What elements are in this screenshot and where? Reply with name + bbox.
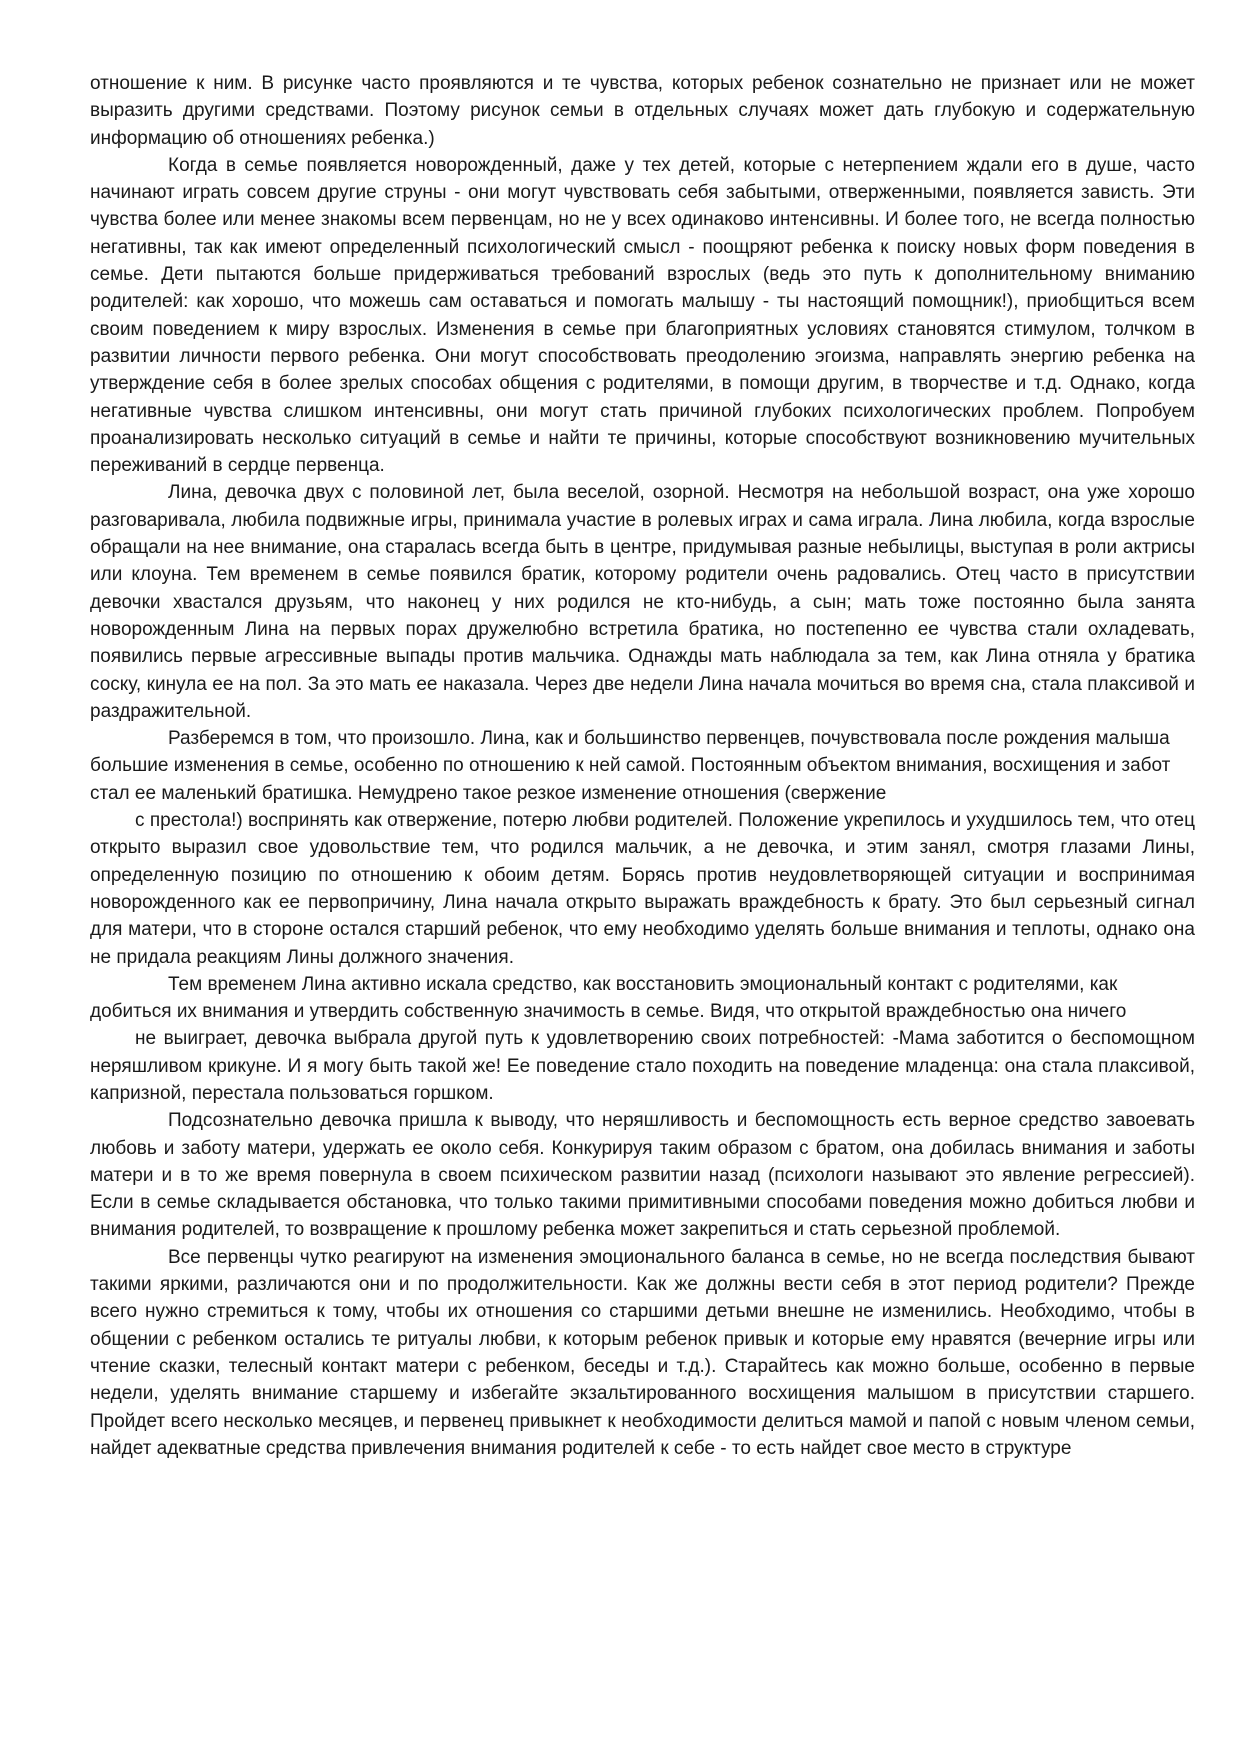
paragraph-2: Когда в семье появляется новорожденный, даже у тех детей, которые с нетерпением ждали его в душе, часто начинают играть совсем другие струны - они могут чувствовать себя забытыми, отверженными, появляется зависть. Эти чувства более или менее знакомы всем первенцам, но не у всех одинаково интенсивны. И более того, не всегда полностью негативны, так как имеют определенный психологический смысл - поощряют ребенка к поиску новых форм поведения в семье. Дети пытаются больше придерживаться требований взрослых (ведь это путь к дополнительному вниманию родителей: как хорошо, что можешь сам оставаться и помогать малышу - ты настоящий помощник!), приобщиться всем своим поведением к миру взрослых. Изменения в семье при благоприятных условиях становятся стимулом, толчком в развитии личности первого ребенка. Они могут способствовать преодолению эгоизма, направлять энергию ребенка на утверждение себя в более зрелых способах общения с родителями, в помощи другим, в творчестве и т.д. Однако, когда негативные чувства слишком интенсивны, они могут стать причиной глубоких психологических проблем. Попробуем проанализировать несколько ситуаций в семье и найти те причины, которые способствуют возникновению мучительных переживаний в сердце первенца. [90,154,1195,477]
document-page [90,70,1195,1462]
paragraph-6: Тем временем Лина активно искала средство, как восстановить эмоциональный контакт с родителями, как добиться их внимания и утвердить собственную значимость в семье. Видя, что открытой враждебностью она ничего [90,973,1127,1023]
paragraph-9: Все первенцы чутко реагируют на изменения эмоционального баланса в семье, но не всегда последствия бывают такими яркими, различаются они и по продолжительности. Как же должны вести себя в этот период родители? Прежде всего нужно стремиться к тому, чтобы их отношения со старшими детьми внешне не изменились. Необходимо, чтобы в общении с ребенком остались те ритуалы любви, к которым ребенок привык и которые ему нравятся (вечерние игры или чтение сказки, телесный контакт матери с ребенком, беседы и т.д.). Старайтесь как можно больше, особенно в первые недели, уделять внимание старшему и избегайте экзальтированного восхищения малышом в присутствии старшего. Пройдет всего несколько месяцев, и первенец привыкнет к необходимости делиться мамой и папой с новым членом семьи, найдет адекватные средства привлечения внимания родителей к себе - то есть найдет свое место в структуре [90,1246,1195,1459]
paragraph-8: Подсознательно девочка пришла к выводу, что неряшливость и беспомощность есть верное средство завоевать любовь и заботу матери, удержать ее около себя. Конкурируя таким образом с братом, она добилась внимания и заботы матери и в то же время повернула в своем психическом развитии назад (психологи называют это явление регрессией). Если в семье складывается обстановка, что только такими примитивными способами поведения можно добиться любви и внимания родителей, то возвращение к прошлому ребенка может закрепиться и стать серьезной проблемой. [90,1110,1195,1241]
paragraph-5: с престола!) воспринять как отвержение, потерю любви родителей. Положение укрепилось и ухудшилось тем, что отец открыто выразил свое удовольствие тем, что родился мальчик, а не девочка, и этим занял, смотря глазами Лины, определенную позицию по отношению к обоим детям. Борясь против неудовлетворяющей ситуации и воспринимая новорожденного как ее первопричину, Лина начала открыто выражать враждебность к брату. Это был серьезный сигнал для матери, что в стороне остался старший ребенок, что ему необходимо уделять больше внимания и теплоты, однако она не придала реакциям Лины должного значения. [90,810,1195,968]
paragraph-7: не выиграет, девочка выбрала другой путь к удовлетворению своих потребностей: -Мама заботится о беспомощном неряшливом крикуне. И я могу быть такой же! Ее поведение стало походить на поведение младенца: она стала плаксивой, капризной, перестала пользоваться горшком. [90,1028,1195,1104]
paragraph-3: Лина, девочка двух с половиной лет, была веселой, озорной. Несмотря на небольшой возраст, она уже хорошо разговаривала, любила подвижные игры, принимала участие в ролевых играх и сама играла. Лина любила, когда взрослые обращали на нее внимание, она старалась всегда быть в центре, придумывая разные небылицы, выступая в роли актрисы или клоуна. Тем временем в семье появился братик, которому родители очень радовались. Отец часто в присутствии девочки хвастался друзьям, что наконец у них родился не кто-нибудь, а сын; мать тоже постоянно была занята новорожденным Лина на первых порах дружелюбно встретила братика, но постепенно ее чувства стали охладевать, появились первые агрессивные выпады против мальчика. Однажды мать наблюдала за тем, как Лина отняла у братика соску, кинула ее на пол. За это мать ее наказала. Через две недели Лина начала мочиться во время сна, стала плаксивой и раздражительной. [90,482,1195,722]
paragraph-4: Разберемся в том, что произошло. Лина, как и большинство первенцев, почувствовала после рождения малыша большие изменения в семье, особенно по отношению к ней самой. Постоянным объектом внимания, восхищения и забот стал ее маленький братишка. Немудрено такое резкое изменение отношения (свержение [90,728,1171,804]
paragraph-1: отношение к ним. В рисунке часто проявляются и те чувства, которых ребенок сознательно не признает или не может выразить другими средствами. Поэтому рисунок семьи в отдельных случаях может дать глубокую и содержательную информацию об отношениях ребенка.) [90,73,1195,149]
